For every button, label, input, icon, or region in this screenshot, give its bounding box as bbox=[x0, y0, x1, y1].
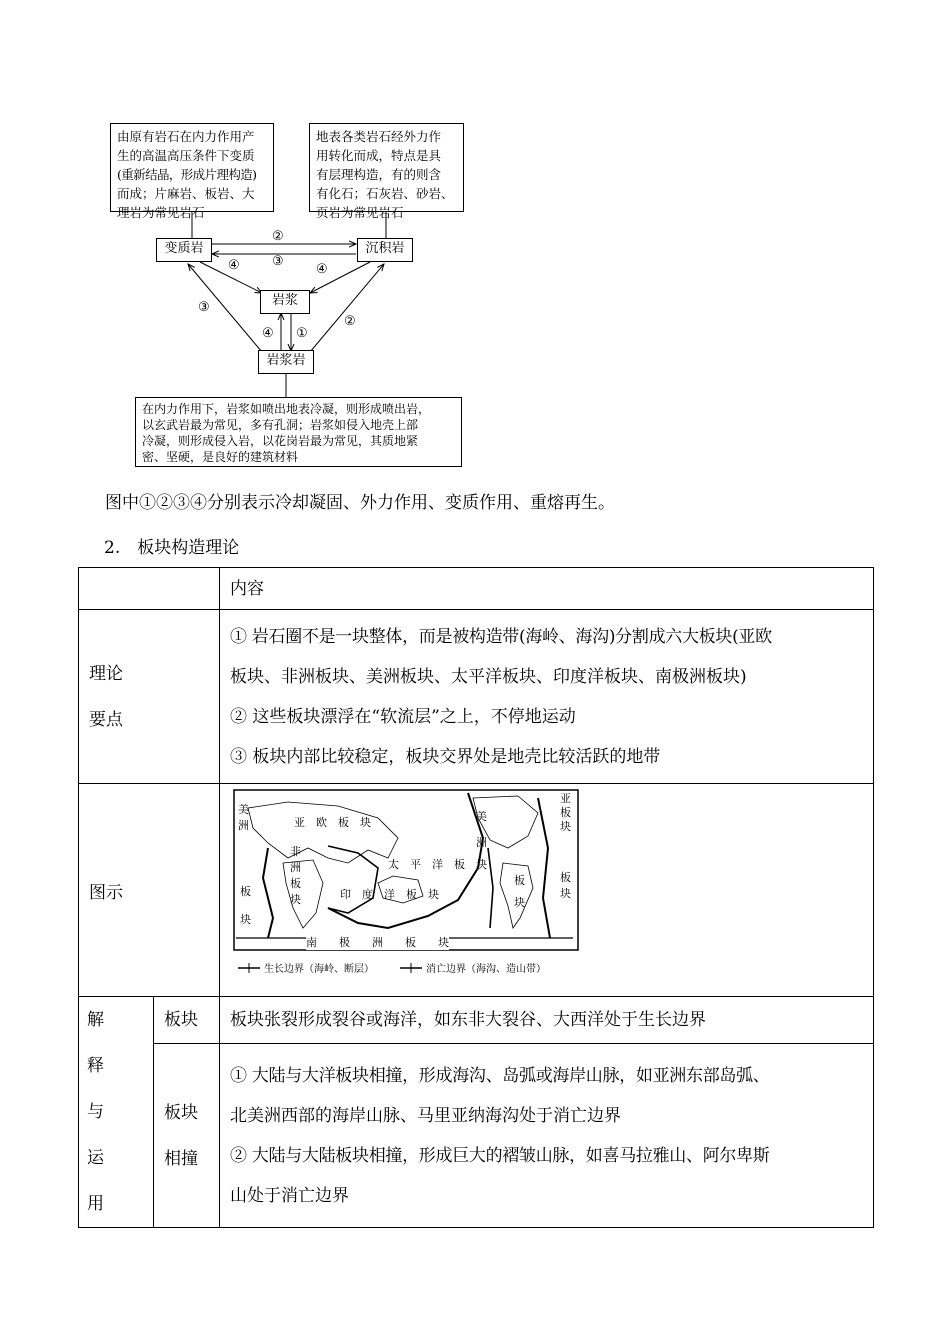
figure-label-cell: 图示 bbox=[79, 784, 220, 997]
america-char: 板 bbox=[560, 806, 571, 819]
split-row bbox=[79, 997, 874, 1044]
sedimentary-description bbox=[309, 123, 464, 220]
label-america-right-lower bbox=[560, 870, 571, 902]
africa-char: 板 bbox=[290, 877, 301, 890]
label-top-arrow: ② bbox=[272, 229, 284, 244]
igneous-rock-node: 岩浆岩 bbox=[258, 350, 314, 374]
america-char: 板 bbox=[240, 885, 251, 898]
america-char: 块 bbox=[560, 887, 571, 900]
label-america-right bbox=[560, 792, 571, 834]
meta-desc-line: 理岩为常见岩石 bbox=[117, 205, 205, 220]
split-content-cell: 板块张裂形成裂谷或海洋，如东非大裂谷、大西洋处于生长边界 bbox=[220, 997, 874, 1044]
table-header-row bbox=[79, 568, 874, 610]
label-ign-to-meta: ③ bbox=[198, 300, 210, 315]
ign-desc-line: 冷凝，则形成侵入岩，以花岗岩最为常见，其质地紧 bbox=[142, 434, 419, 448]
label-indian: 印 度 洋 板 块 bbox=[340, 888, 439, 901]
meta-desc-line: 由原有岩石在内力作用产 bbox=[117, 129, 255, 144]
plate-map bbox=[228, 788, 588, 988]
collide-label-cell bbox=[154, 1044, 220, 1228]
explain-label-line: 与 运 bbox=[87, 1102, 149, 1168]
theory-line: ② 这些板块漂浮在“软流层”之上，不停地运动 bbox=[230, 706, 576, 727]
ign-to-sed-arrow bbox=[310, 264, 384, 352]
america-char: 板 bbox=[514, 874, 525, 887]
figure-content-cell bbox=[220, 784, 874, 997]
label-pacific: 太 平 洋 板 块 bbox=[388, 858, 487, 871]
ign-desc-line: 密、坚硬，是良好的建筑材料 bbox=[142, 450, 299, 464]
label-ign-to-sed: ② bbox=[344, 314, 356, 329]
header-empty-cell bbox=[79, 568, 220, 610]
collide-line: 北美洲西部的海岸山脉、马里亚纳海沟处于消亡边界 bbox=[230, 1105, 621, 1126]
label-antarctic: 南 极 洲 板 块 bbox=[306, 936, 449, 949]
africa-char: 洲 bbox=[290, 861, 301, 874]
metamorphic-rock-node: 变质岩 bbox=[156, 238, 212, 262]
label-america-mid-lower bbox=[514, 870, 525, 914]
explain-label-line: 用 bbox=[87, 1194, 118, 1214]
america-char: 板 bbox=[560, 871, 571, 884]
collide-line: ① 大陆与大洋板块相撞，形成海沟、岛弧或海岸山脉，如亚洲东部岛弧、 bbox=[230, 1065, 770, 1086]
collide-line: ② 大陆与大陆板块相撞，形成巨大的褶皱山脉，如喜马拉雅山、阿尔卑斯 bbox=[230, 1145, 770, 1166]
sedimentary-rock-node: 沉积岩 bbox=[357, 238, 413, 262]
america-char: 块 bbox=[560, 820, 571, 833]
theory-label-line: 理论 bbox=[89, 663, 123, 684]
header-content-cell: 内容 bbox=[220, 568, 874, 610]
collide-line: 山处于消亡边界 bbox=[230, 1185, 349, 1206]
metamorphic-description bbox=[110, 123, 274, 220]
america-char: 块 bbox=[514, 896, 525, 909]
label-eurasia: 亚 欧 板 块 bbox=[294, 816, 371, 829]
sed-desc-line: 地表各类岩石经外力作 bbox=[316, 129, 442, 144]
label-meta-to-magma: ④ bbox=[228, 258, 240, 273]
meta-desc-line: (重新结晶，形成片理构造) bbox=[117, 167, 257, 182]
america-char: 洲 bbox=[476, 836, 487, 849]
label-america-left-lower bbox=[240, 878, 251, 934]
split-label-cell: 板块 bbox=[154, 997, 220, 1044]
label-middle-arrow: ③ bbox=[272, 254, 284, 269]
africa-char: 非 bbox=[290, 845, 301, 858]
collide-label-line: 板块 bbox=[164, 1102, 198, 1123]
magma-node: 岩浆 bbox=[260, 290, 310, 314]
america-char: 亚 bbox=[560, 792, 571, 805]
plate-tectonics-table bbox=[78, 567, 874, 1228]
africa-char: 块 bbox=[290, 893, 301, 906]
figure-row bbox=[79, 784, 874, 997]
label-america-left bbox=[238, 802, 249, 834]
theory-row bbox=[79, 610, 874, 784]
theory-label-line: 要点 bbox=[89, 709, 123, 730]
meta-desc-line: 而成；片麻岩、板岩、大 bbox=[117, 186, 255, 201]
ign-desc-line: 以玄武岩最为常见，多有孔洞；岩浆如侵入地壳上部 bbox=[142, 418, 419, 432]
legend-subduction-label: 消亡边界（海沟、造山带） bbox=[426, 964, 546, 975]
label-africa bbox=[290, 844, 302, 908]
theory-line: ③ 板块内部比较稳定，板块交界处是地壳比较活跃的地带 bbox=[230, 746, 661, 767]
theory-line: ① 岩石圈不是一块整体，而是被构造带(海岭、海沟)分割成六大板块(亚欧 bbox=[230, 626, 772, 647]
explain-label-cell bbox=[79, 997, 154, 1228]
america-char: 块 bbox=[240, 913, 251, 926]
explain-label-line: 解 释 bbox=[87, 1010, 149, 1076]
igneous-description bbox=[135, 397, 462, 467]
label-america-mid bbox=[476, 804, 487, 856]
america-char: 洲 bbox=[238, 819, 249, 832]
meta-desc-line: 生的高温高压条件下变质 bbox=[117, 148, 255, 163]
america-char: 美 bbox=[238, 803, 249, 816]
theory-label-cell bbox=[79, 610, 220, 784]
collide-label-line: 相撞 bbox=[164, 1148, 198, 1169]
legend-growth-label: 生长边界（海岭、断层） bbox=[264, 964, 374, 975]
sed-desc-line: 有化石；石灰岩、砂岩、 bbox=[316, 186, 454, 201]
sed-desc-line: 页岩为常见岩石 bbox=[316, 205, 404, 220]
label-magma-to-ign: ① bbox=[296, 326, 308, 341]
theory-content-cell bbox=[220, 610, 874, 784]
label-sed-to-magma: ④ bbox=[316, 262, 328, 277]
theory-line: 板块、非洲板块、美洲板块、太平洋板块、印度洋板块、南极洲板块) bbox=[230, 666, 747, 687]
collide-content-cell bbox=[220, 1044, 874, 1228]
collide-row bbox=[79, 1044, 874, 1228]
label-ign-to-magma: ④ bbox=[262, 326, 274, 341]
america-char: 美 bbox=[476, 810, 487, 823]
sed-desc-line: 用转化而成，特点是具 bbox=[316, 148, 442, 163]
diagram-caption: 图中①②③④分别表示冷却凝固、外力作用、变质作用、重熔再生。 bbox=[105, 493, 615, 513]
rock-cycle-diagram bbox=[0, 0, 950, 480]
sed-desc-line: 有层理构造，有的则含 bbox=[316, 167, 442, 182]
ign-desc-line: 在内力作用下，岩浆如喷出地表冷凝，则形成喷出岩， bbox=[142, 402, 431, 416]
section-heading: 2. 板块构造理论 bbox=[104, 538, 240, 558]
